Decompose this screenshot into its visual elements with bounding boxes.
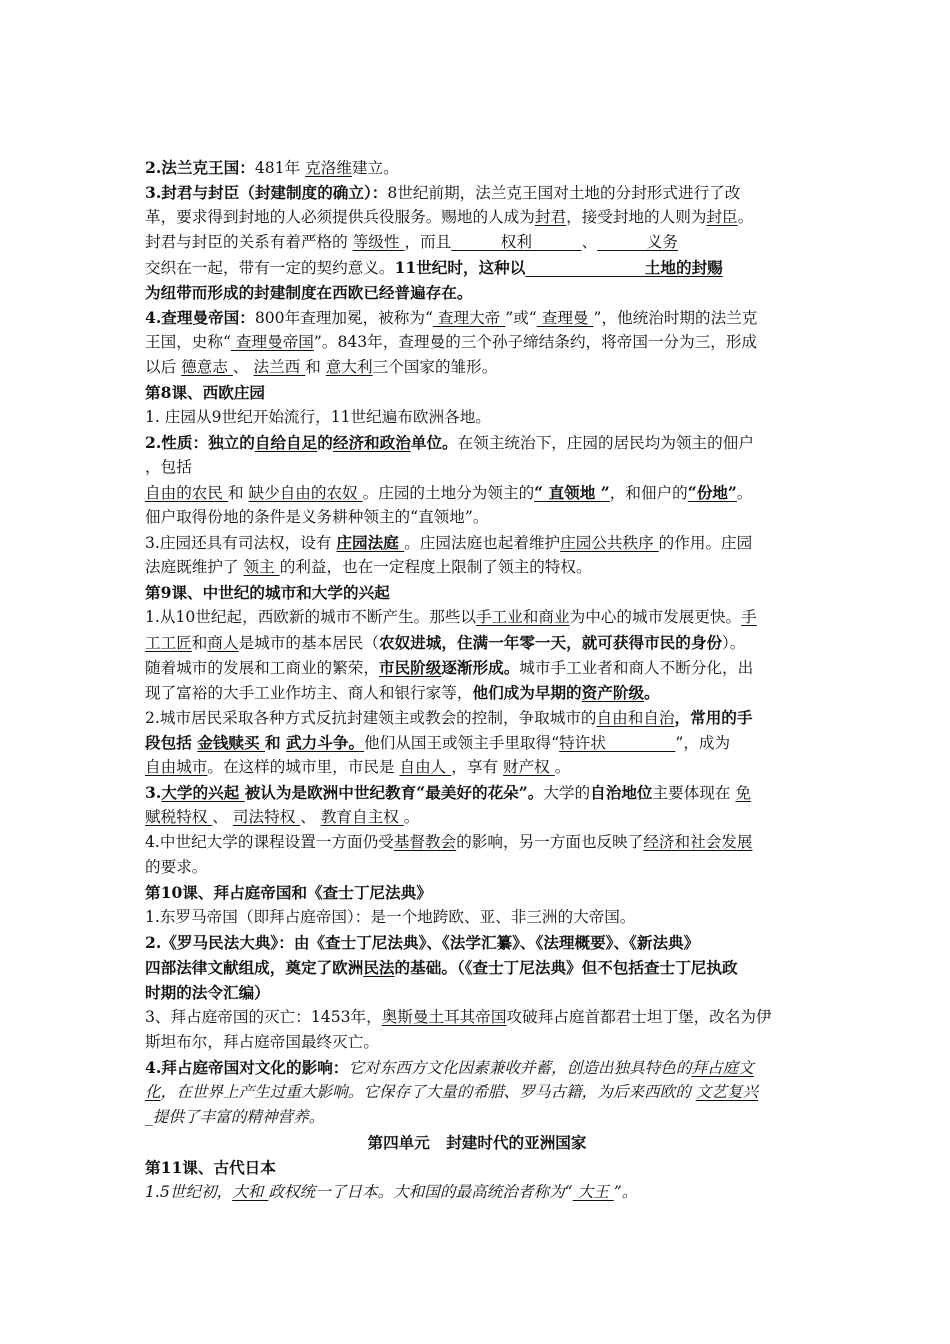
text-line [145, 205, 809, 230]
text-run: 3.封君与封臣（封建制度的确立）： [145, 183, 388, 202]
text-run: 拜占庭文 [691, 1059, 754, 1077]
text-run: 查理大帝 [432, 309, 506, 327]
text-run: 四部法律文献组成，奠定了欧洲 [145, 958, 364, 977]
text-run: 被认为是欧洲中世纪教育“最美好的花朵”。 [244, 783, 544, 802]
text-run: 经济和社会发展 [643, 833, 753, 851]
text-run: 德意志 [181, 358, 233, 376]
text-run: 第四单元 封建时代的亚洲国家 [367, 1133, 587, 1152]
text-run: 司法特权 [232, 808, 301, 826]
text-run: 。在这样的城市里，市民是 [207, 758, 400, 776]
text-run: ）。 [722, 634, 746, 652]
text-run: ，常用的手 [674, 708, 753, 727]
text-line [145, 855, 809, 880]
text-run: 财产权 [502, 758, 555, 776]
text-run: 。庄园法庭也起着维护 [404, 534, 561, 552]
text-run: 和 [191, 634, 208, 652]
text-run: ”。 [613, 1183, 638, 1201]
text-run: 、 [232, 358, 254, 376]
text-run: 和 [305, 358, 326, 376]
text-run: 特许状 [559, 734, 676, 752]
text-run: 2.城市居民采取各种方式反抗封建领主或教会的控制，争取城市的 [145, 709, 597, 727]
text-line [145, 555, 809, 580]
text-line [145, 1130, 809, 1155]
text-line [145, 580, 809, 605]
text-run: 独立的 [208, 433, 255, 452]
text-line [145, 530, 809, 555]
text-run: ”或“ [505, 309, 537, 327]
text-line [145, 930, 809, 955]
text-run: “份地” [687, 483, 737, 502]
text-run: 3. [145, 783, 162, 802]
text-run: 交织在一起，带有一定的契约意义。 [145, 259, 395, 277]
text-line [145, 255, 809, 280]
text-line [145, 180, 809, 205]
text-line [145, 955, 809, 980]
text-line [145, 730, 809, 755]
text-run: 三个国家的雏形。 [372, 358, 498, 376]
text-line [145, 980, 809, 1005]
text-run: 他们从国王或领主手里取得“ [364, 734, 560, 752]
text-run: 封臣 [706, 208, 738, 226]
text-line [145, 155, 809, 180]
text-run: 是城市的基本居民（ [238, 634, 379, 652]
text-run: 第11课、古代日本 [145, 1158, 276, 1177]
text-line [145, 355, 809, 380]
text-run: 自由和自治 [596, 709, 675, 727]
text-run: 工工匠 [145, 634, 192, 652]
text-run: 在领主统治下，庄园的居民均为领主的佃户 [457, 434, 754, 452]
text-run: 资产阶级 [581, 683, 645, 702]
text-run: 缺少自由的农奴 [248, 484, 363, 502]
text-run: 2.法兰克王国： [145, 158, 255, 177]
text-run: 以后 [145, 358, 182, 376]
text-run: 。 [644, 683, 660, 702]
text-run: 1.从10世纪起，西欧新的城市不断产生。那些以 [145, 608, 477, 626]
text-run: 1. 庄园从9世纪开始流行，11世纪遍布欧洲各地。 [145, 408, 491, 426]
text-run: 的 [317, 433, 333, 452]
text-run: 金钱赎买 [197, 733, 266, 752]
text-run: 。 [403, 808, 420, 826]
text-run: 经济和政治 [332, 433, 411, 452]
text-run: 意大利 [325, 358, 373, 376]
text-run: 教育自主权 [320, 808, 404, 826]
text-line [145, 805, 809, 830]
text-run: 自给自足 [254, 433, 318, 452]
text-run: 免 [735, 784, 752, 802]
text-run: 大学的 [543, 784, 591, 802]
text-run: 赋税特权 [145, 808, 213, 826]
text-run: 基督教会 [393, 833, 457, 851]
text-line [145, 305, 809, 330]
text-run: 和 [227, 484, 249, 502]
text-run: 和 [265, 733, 287, 752]
text-run: 2.《罗马民法大典》：由《查士丁尼法典》、《法学汇纂》、《法理概要》、《新法典》 [145, 933, 700, 952]
text-run: 王国，史称“ [145, 333, 231, 351]
text-run: 大王 [572, 1183, 614, 1201]
text-run: 民法 [363, 958, 395, 977]
text-line [145, 880, 809, 905]
document-page [145, 155, 809, 1205]
text-run: 4.拜占庭帝国对文化的影响： [145, 1058, 349, 1077]
text-run: 的基础。（《查士丁尼法典》但不包括查士丁尼执政 [394, 958, 738, 977]
text-run: 克洛维 [305, 159, 352, 177]
text-run: 政权统一了日本。大和国的最高统治者称为“ [268, 1183, 573, 1201]
text-run: 为中心的城市发展更快。 [569, 608, 742, 626]
text-run: 的要求。 [145, 858, 208, 876]
text-run: 法庭既维护了 [145, 558, 244, 576]
text-run: 800年查理加冕，被称为“ [254, 309, 433, 327]
text-run: 庄园法庭 [336, 533, 405, 552]
text-run: 逐渐形成。 [441, 658, 520, 677]
text-run: 4.中世纪大学的课程设置一方面仍受 [145, 833, 394, 851]
text-run: “ 直领地 ” [534, 483, 610, 502]
text-run: 自由的农民 [145, 484, 228, 502]
text-run: 封君 [534, 208, 567, 226]
text-run: 法兰西 [253, 358, 306, 376]
text-line [145, 680, 809, 705]
text-line [145, 630, 809, 655]
text-run: 11世纪时，这种以 [394, 258, 526, 277]
text-run: 的利益，也在一定程度上限制了领主的特权。 [279, 558, 592, 576]
text-run: 1.东罗马帝国（即拜占庭帝国）：是一个地跨欧、亚、非三洲的大帝国。 [145, 908, 636, 926]
text-line [145, 1155, 809, 1180]
text-line [145, 405, 809, 430]
text-run: 它对东西方文化因素兼收并蓄，创造出独具特色的 [348, 1059, 692, 1077]
text-run: 权利 [451, 233, 582, 251]
text-run: ”，他统治时期的法兰克 [593, 309, 758, 327]
text-run: 手 [741, 608, 757, 626]
text-line [145, 755, 809, 780]
text-run: ，而且 [404, 233, 452, 251]
text-run: 2.性质： [145, 433, 209, 452]
text-run: 、 [581, 233, 598, 251]
text-run: 佃户取得份地的条件是义务耕种领主的“直领地”。 [145, 508, 489, 526]
text-run: 武力斗争。 [286, 733, 365, 752]
text-line [145, 830, 809, 855]
text-line [145, 905, 809, 930]
text-run: 。 [737, 208, 754, 226]
text-run: 。 [736, 484, 753, 502]
text-line [145, 655, 809, 680]
text-run: ，和佃户的 [609, 484, 688, 502]
text-run: 自由人 [399, 758, 452, 776]
text-run: ，享有 [451, 758, 503, 776]
text-line [145, 505, 809, 530]
text-line [145, 1005, 809, 1030]
text-run: 第8课、西欧庄园 [145, 383, 266, 402]
text-run: 奥斯曼土耳其帝国 [381, 1008, 507, 1026]
text-run: ，包括 [145, 458, 192, 476]
text-line [145, 1080, 809, 1105]
text-line [145, 780, 809, 805]
text-run: 建立。 [351, 159, 399, 177]
text-run: 市民阶级 [378, 658, 442, 677]
text-line [145, 230, 809, 255]
text-run: ”。843年，查理曼的三个孙子缔结条约，将帝国一分为三，形成 [313, 333, 758, 351]
text-run: 的作用。庄园 [658, 534, 753, 552]
text-run: 8世纪前期，法兰克王国对土地的分封形式进行了改 [387, 184, 741, 202]
text-run: 他们成为早期的 [472, 683, 582, 702]
text-run: ，在世界上产生过重大影响。它保存了大量的希腊、罗马古籍，为后来西欧的 [160, 1083, 696, 1101]
text-run: 1.5世纪初， [145, 1183, 233, 1201]
text-line [145, 430, 809, 455]
text-run: 查理曼帝国 [230, 333, 314, 351]
text-line [145, 1030, 809, 1055]
text-run: 第9课、中世纪的城市和大学的兴起 [145, 583, 390, 602]
text-run: 庄园公共秩序 [560, 534, 659, 552]
text-run: 。 [554, 758, 571, 776]
text-run: _提供了丰富的精神营养。 [145, 1108, 325, 1126]
text-run: 文艺复兴 [695, 1083, 759, 1101]
text-run: 等级性 [352, 233, 405, 251]
text-run: 、 [300, 808, 321, 826]
text-run: 土地的封赐 [525, 258, 723, 277]
text-run: 主要体现在 [652, 784, 736, 802]
text-run: 攻破拜占庭首都君士坦丁堡，改名为伊 [506, 1008, 772, 1026]
text-line [145, 1105, 809, 1130]
text-line [145, 705, 809, 730]
text-run: 自治地位 [590, 783, 653, 802]
text-run: 自由城市 [145, 758, 208, 776]
text-run: 化 [145, 1083, 161, 1101]
text-run: 斯坦布尔，拜占庭帝国最终灭亡。 [145, 1033, 379, 1051]
text-run: 大和 [232, 1183, 269, 1201]
text-run: 3.庄园还具有司法权，设有 [145, 534, 337, 552]
text-run: ，接受封地的人则为 [566, 208, 707, 226]
text-run: 3、拜占庭帝国的灭亡：1453年， [145, 1008, 382, 1026]
text-run: 随着城市的发展和工商业的繁荣， [145, 659, 379, 677]
text-line [145, 1180, 809, 1205]
text-run: 、 [212, 808, 233, 826]
text-line [145, 1055, 809, 1080]
text-run: 手工业和商业 [476, 608, 570, 626]
text-run: 第10课、拜占庭帝国和《查士丁尼法典》 [145, 883, 432, 902]
text-line [145, 455, 809, 480]
text-run: 革，要求得到封地的人必须提供兵役服务。赐地的人成为 [145, 208, 535, 226]
text-run: 段包括 [145, 733, 198, 752]
text-run: 。庄园的土地分为领主的 [362, 484, 535, 502]
text-run: 481年 [254, 159, 306, 177]
text-run: 领主 [243, 558, 280, 576]
text-run: 义务 [597, 233, 678, 251]
text-run: 封君与封臣的关系有着严格的 [145, 233, 353, 251]
text-run: 商人 [207, 634, 239, 652]
text-run: 现了富裕的大手工业作坊主、商人和银行家等， [145, 684, 473, 702]
text-run: 时期的法令汇编） [145, 983, 270, 1002]
text-run: 单位。 [410, 433, 458, 452]
text-run: 农奴进城，住满一年零一天，就可获得市民的身份 [378, 633, 723, 652]
text-run: 为纽带而形成的封建制度在西欧已经普遍存在。 [145, 283, 473, 302]
text-run: 查理曼 [536, 309, 594, 327]
text-line [145, 330, 809, 355]
text-line [145, 605, 809, 630]
text-run: ”，成为 [675, 734, 731, 752]
text-run: 大学的兴起 [161, 783, 245, 802]
text-line [145, 380, 809, 405]
text-line [145, 480, 809, 505]
text-run: 4.查理曼帝国： [145, 308, 255, 327]
text-run: 的影响，另一方面也反映了 [456, 833, 644, 851]
text-line [145, 280, 809, 305]
text-run: 城市手工业者和商人不断分化，出 [519, 659, 754, 677]
